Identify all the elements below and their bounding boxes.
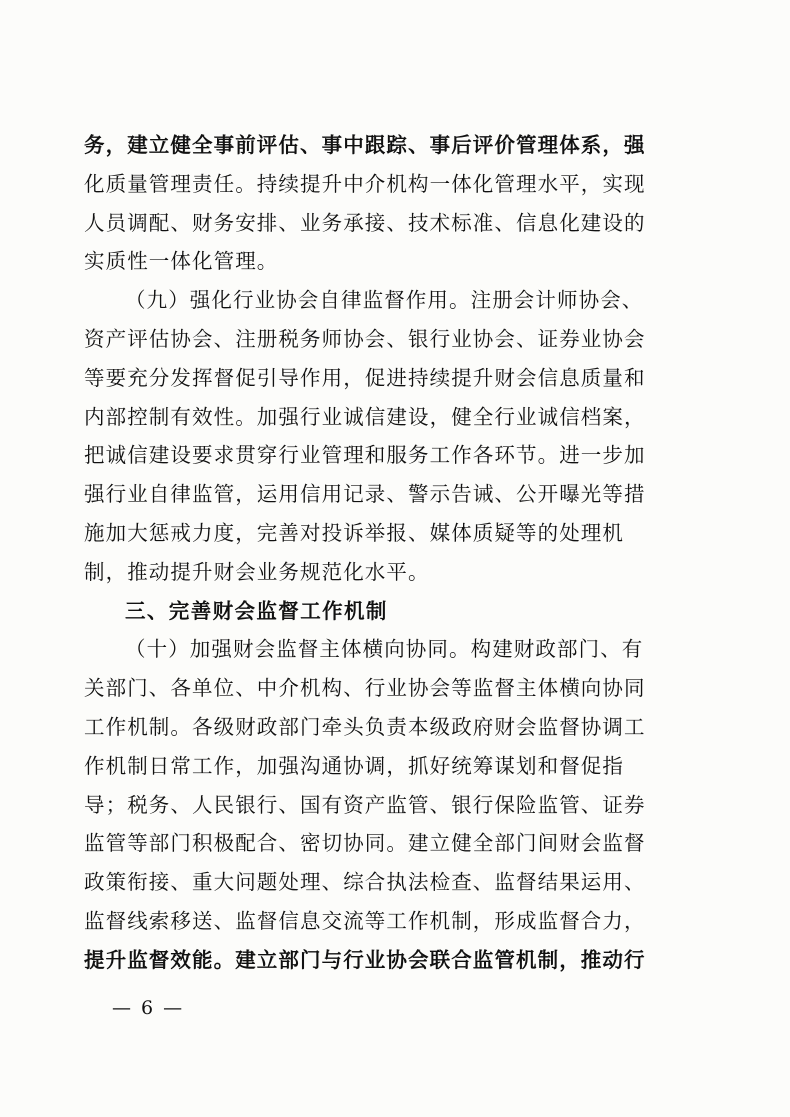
text-line-3: 人员调配、财务安排、业务承接、技术标准、信息化建设的 (84, 210, 646, 235)
text-line-1: 务，建立健全事前评估、事中跟踪、事后评价管理体系，强 (84, 133, 646, 157)
text-line-16: 工作机制。各级财政部门牵头负责本级政府财会监督协调工 (84, 714, 646, 739)
text-line-9: 把诚信建设要求贯穿行业管理和服务工作各环节。进一步加 (84, 443, 646, 468)
text-line-2: 化质量管理责任。持续提升中介机构一体化管理水平，实现 (84, 171, 646, 196)
text-line-22: 提升监督效能。建立部门与行业协会联合监管机制，推动行 (84, 947, 646, 972)
text-line-12: 制，推动提升财会业务规范化水平。 (84, 559, 430, 584)
text-line-17: 作机制日常工作，加强沟通协调，抓好统筹谋划和督促指 (84, 753, 624, 778)
page-number: — 6 — (112, 997, 185, 1019)
text-line-18: 导；税务、人民银行、国有资产监管、银行保险监管、证券 (84, 792, 646, 817)
section-heading: 三、完善财会监督工作机制 (125, 598, 388, 623)
text-line-15: 关部门、各单位、中介机构、行业协会等监督主体横向协同 (84, 676, 646, 701)
paragraph-9-start: （九）强化行业协会自律监督作用。注册会计师协会、 (125, 288, 644, 313)
text-line-4: 实质性一体化管理。 (84, 249, 279, 274)
text-line-21: 监督线索移送、监督信息交流等工作机制，形成监督合力， (84, 908, 646, 933)
text-line-11: 施加大惩戒力度，完善对投诉举报、媒体质疑等的处理机 (84, 520, 624, 545)
text-line-19: 监管等部门积极配合、密切协同。建立健全部门间财会监督 (84, 831, 646, 856)
text-line-20: 政策衔接、重大问题处理、综合执法检查、监督结果运用、 (84, 870, 646, 895)
paragraph-10-start: （十）加强财会监督主体横向协同。构建财政部门、有 (125, 637, 644, 662)
document-body (84, 126, 714, 980)
text-line-8: 内部控制有效性。加强行业诚信建设，健全行业诚信档案， (84, 404, 646, 429)
text-line-7: 等要充分发挥督促引导作用，促进持续提升财会信息质量和 (84, 365, 646, 390)
text-line-6: 资产评估协会、注册税务师协会、银行业协会、证券业协会 (84, 326, 646, 351)
text-line-10: 强行业自律监管，运用信用记录、警示告诫、公开曝光等措 (84, 482, 646, 507)
